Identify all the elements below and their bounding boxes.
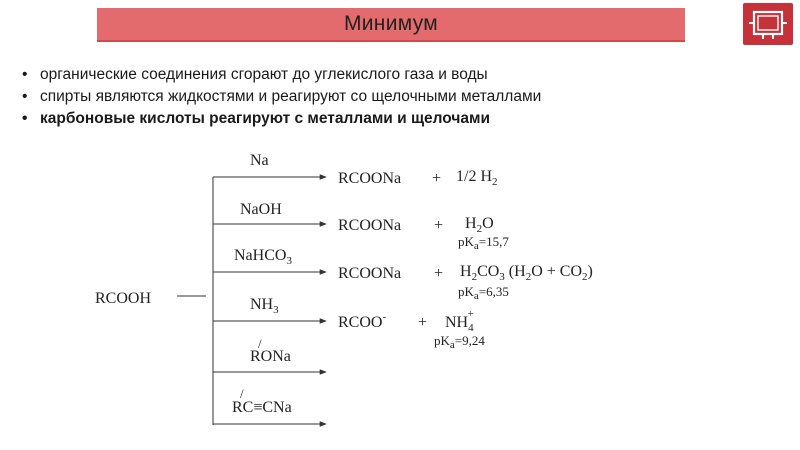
reagent-label: NaOH bbox=[240, 201, 282, 218]
bullet-dot: • bbox=[22, 88, 28, 105]
prime-mark: / bbox=[258, 336, 262, 351]
byproduct-label: 1/2 $H_2$ bbox=[456, 168, 498, 188]
product-label: RCOONa bbox=[338, 217, 402, 234]
reagent-label: NaHCO$_3$ bbox=[234, 247, 292, 267]
bullet-text: карбоновые кислоты реагируют с металлами и щелочами bbox=[40, 110, 491, 127]
product-label: RCOO- bbox=[338, 311, 387, 331]
bullet-text: спирты являются жидкостями и реагируют со щелочными металлами bbox=[40, 88, 542, 105]
product-label: RCOONa bbox=[338, 265, 402, 282]
bullet-dot: • bbox=[22, 110, 28, 127]
pka-label: $pK_a=15,7$ bbox=[458, 234, 509, 252]
byproduct-label: $NH_4+$ bbox=[445, 308, 474, 334]
reagent-label: RC≡CNa bbox=[232, 399, 292, 416]
plus-sign: + bbox=[434, 265, 444, 282]
plus-sign: + bbox=[418, 314, 428, 331]
reactant-label: RCOOH bbox=[95, 290, 152, 307]
byproduct-label: $H_2CO_3$ $(H_2O + CO_2)$ bbox=[460, 263, 593, 283]
reagent-label: $NH_3$ bbox=[250, 296, 279, 316]
pka-label: $pK_a=9,24$ bbox=[434, 333, 485, 351]
slide-title: Минимум bbox=[343, 12, 439, 35]
plus-sign: + bbox=[432, 170, 442, 187]
byproduct-label: $H_2O$ bbox=[465, 215, 494, 235]
reagent-label: Na bbox=[250, 152, 269, 169]
reagent-label: RONa bbox=[250, 348, 291, 365]
bullet-text: органические соединения сгорают до углекислого газа и воды bbox=[40, 66, 488, 83]
prime-mark: / bbox=[240, 386, 244, 401]
pka-label: $pK_a=6,35$ bbox=[458, 284, 509, 302]
plus-sign: + bbox=[434, 217, 444, 234]
bullet-dot: • bbox=[22, 66, 28, 83]
product-label: RCOONa bbox=[338, 170, 402, 187]
